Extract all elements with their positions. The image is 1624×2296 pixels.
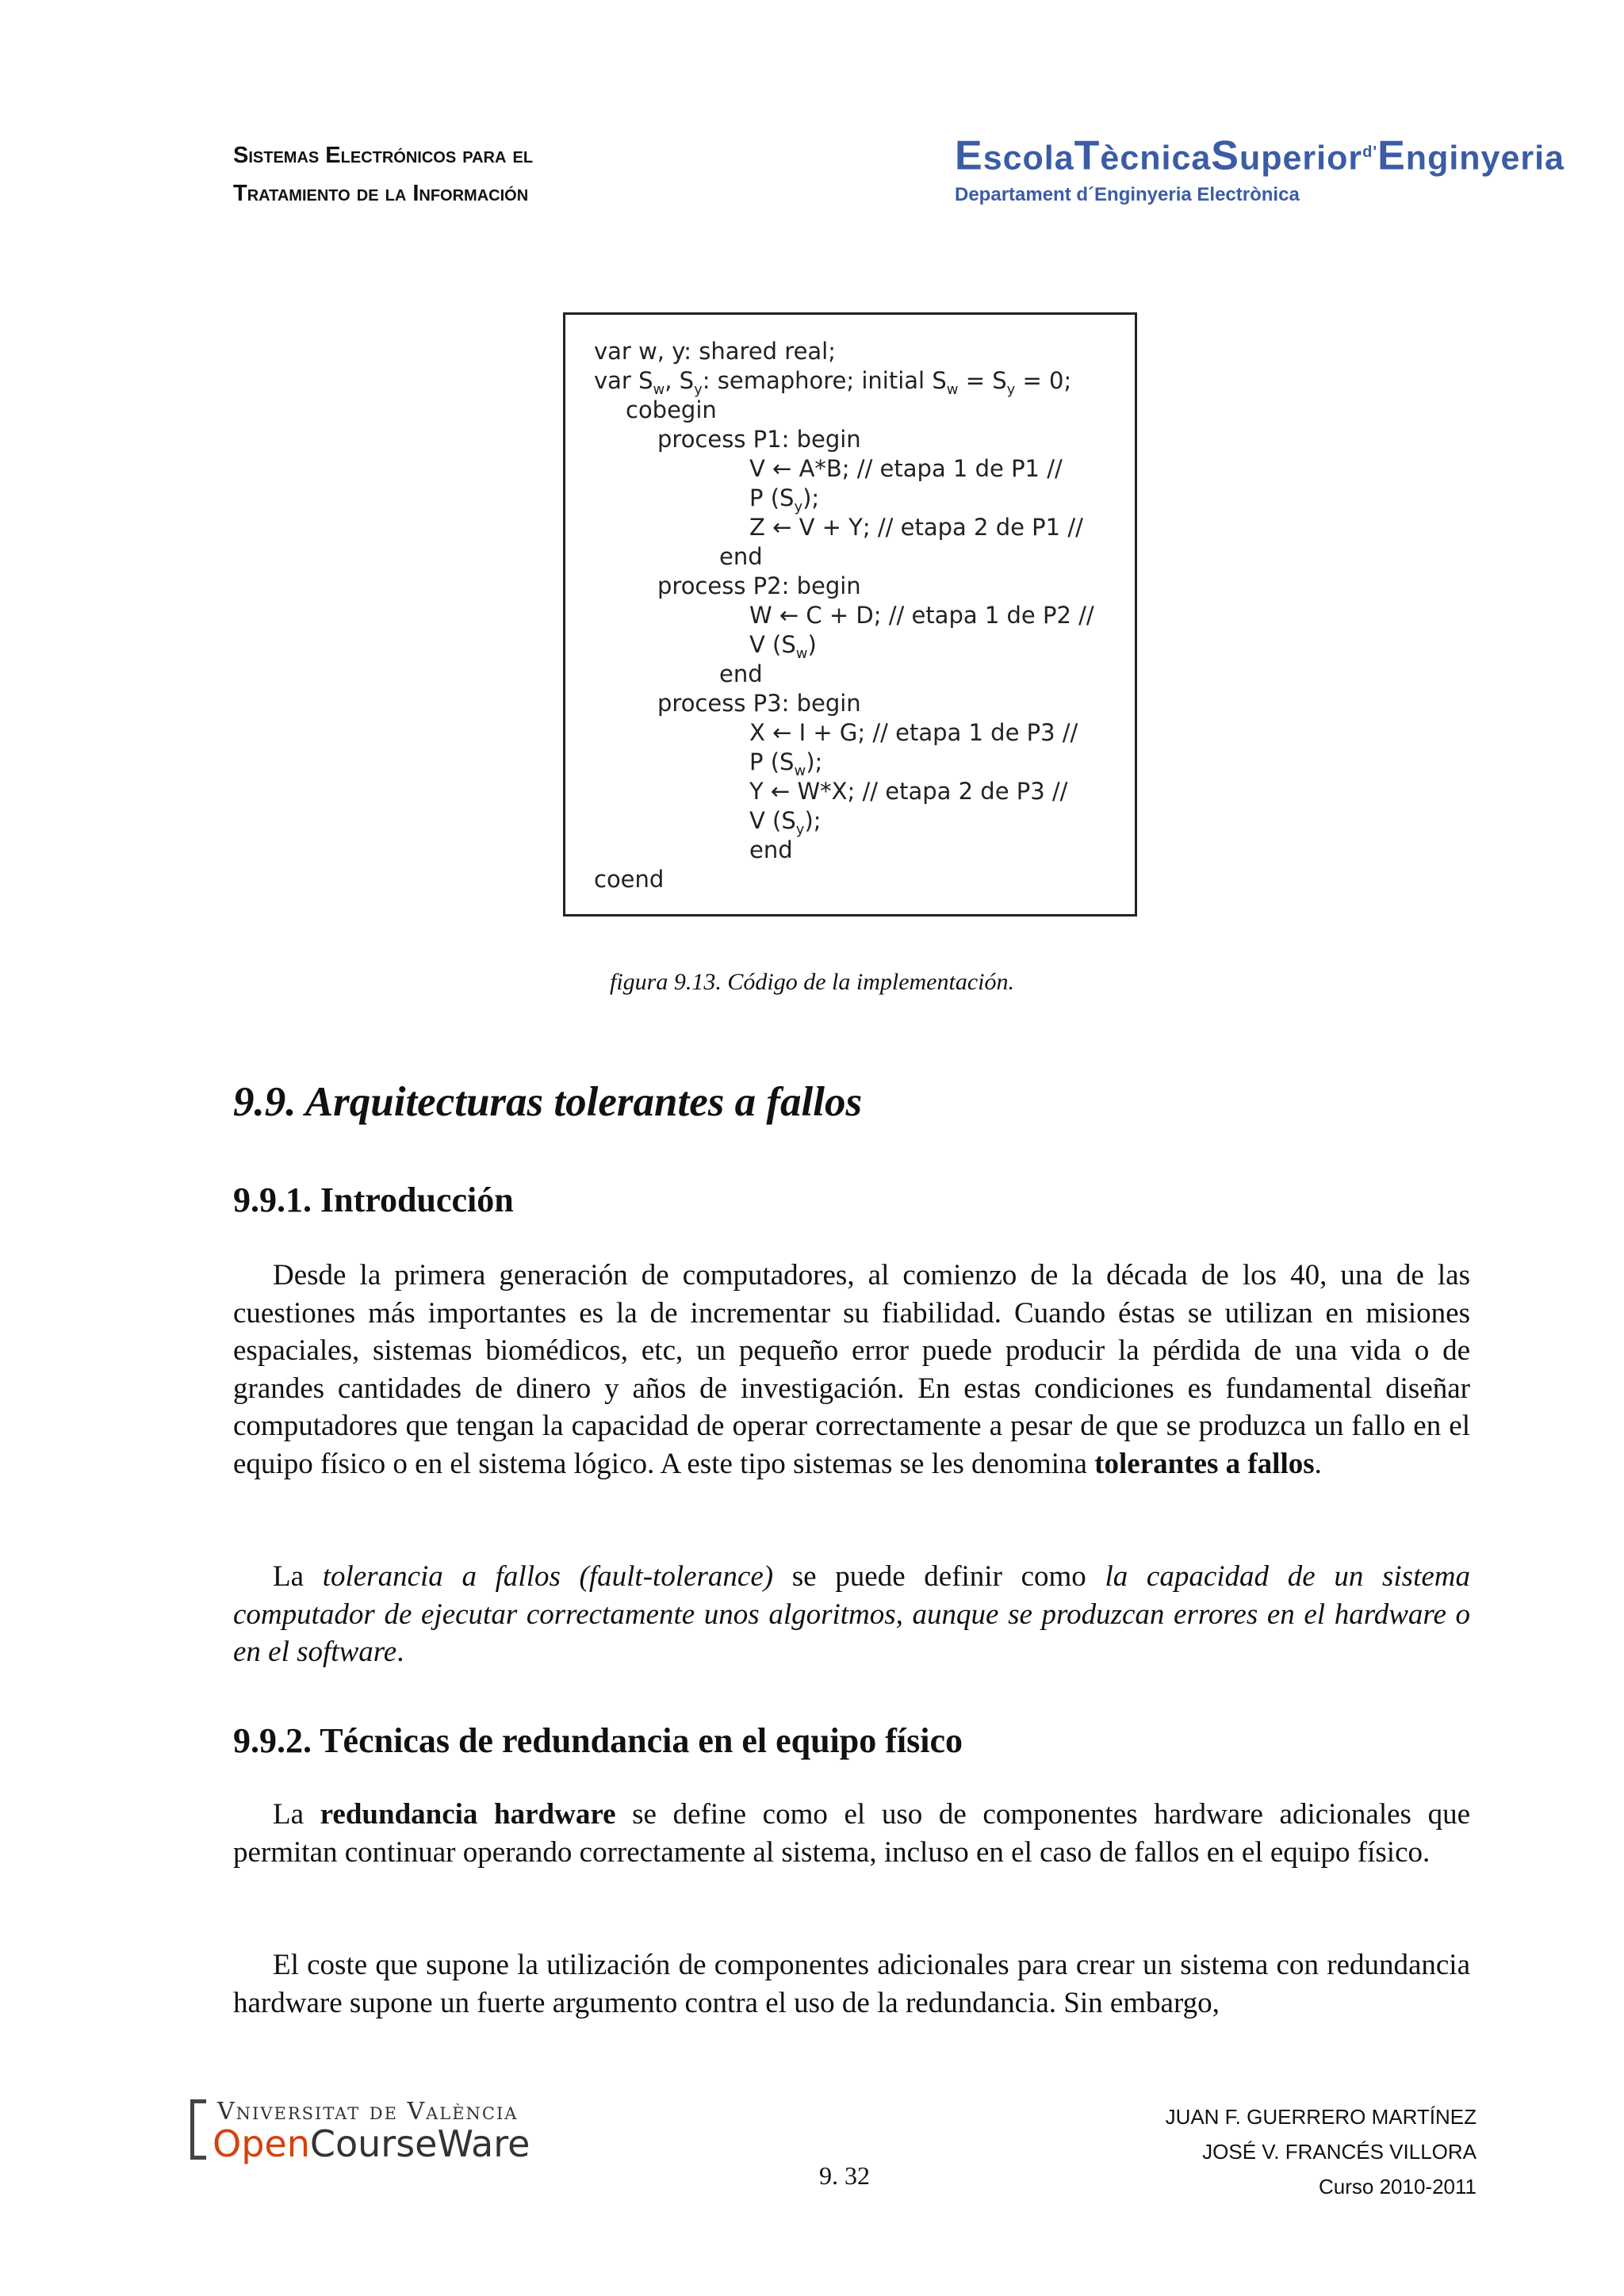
code-line: var w, y: shared real;: [594, 338, 837, 365]
university-logo: [190, 2098, 555, 2164]
header-title-line1: Sistemas Electrónicos para el: [233, 143, 534, 168]
bold-term-tolerantes: tolerantes a fallos: [1094, 1447, 1315, 1480]
university-name: Vniversitat de València: [217, 2098, 519, 2126]
figure-caption: figura 9.13. Código de la implementación.: [610, 969, 1014, 995]
code-line: var $S_w$, $S_y$: semaphore; initial $S_w = S_y = 0$;: [594, 367, 1072, 398]
subsection-title-intro: 9.9.1. Introducción: [233, 1181, 514, 1219]
paragraph-definition: La tolerancia a fallos (fault-tolerance) se puede definir como la capacidad de un sistema computador de ejecutar correctamente unos algoritmos, aunque se produzcan errores en el hardware o en el software.: [233, 1560, 1470, 1668]
code-line: P $(S_y)$;: [749, 484, 820, 515]
paragraph-redundancy: La redundancia hardware se define como el uso de componentes hardware adicionales que permitan continuar operando correctamente al sistema, incluso en el caso de fallos en el equipo físico.: [233, 1798, 1470, 1869]
code-line: P $(S_w)$;: [749, 748, 823, 779]
code-line: V $(S_y)$;: [749, 807, 822, 838]
code-line: process P2: begin: [657, 572, 861, 599]
school-name: EscolaTècnicaSuperior$^{d'}$Enginyeria: [955, 132, 1565, 179]
opencourseware-wordmark: OpenCourseWare: [213, 2122, 530, 2165]
code-line: Y ← W*X; // etapa 2 de P3 //: [749, 778, 1068, 805]
paragraph-intro: Desde la primera generación de computadores, al comienzo de la década de los 40, una de las cuestiones más importantes es la de incrementar su fiabilidad. Cuando éstas se utilizan en misiones espaciales, sistemas biomédicos, etc, un pequeño error puede producir la pérdida de una vida o de grandes cantidades de dinero y años de investigación. En estas condiciones es fundamental diseñar computadores que tengan la capacidad de operar correctamente a pesar de que se produzca un fallo en el equipo físico o en el sistema lógico. A este tipo sistemas se les denomina tolerantes a fallos.: [233, 1259, 1470, 1480]
bold-term-redundancia: redundancia hardware: [320, 1798, 616, 1831]
code-line: V $(S_w)$: [749, 631, 817, 662]
code-line: X ← I + G; // etapa 1 de P3 //: [749, 719, 1078, 746]
code-line: coend: [594, 866, 665, 893]
header-title-line2: Tratamiento de la Información: [233, 181, 529, 206]
code-line: W ← C + D; // etapa 1 de P2 //: [749, 602, 1094, 629]
code-line: process P1: begin: [657, 426, 861, 453]
course-year: Curso 2010-2011: [1319, 2175, 1477, 2198]
code-line: V ← A*B; // etapa 1 de P1 //: [749, 455, 1063, 482]
code-line: Z ← V + Y; // etapa 2 de P1 //: [749, 514, 1083, 541]
document-header-title: [233, 136, 788, 212]
logo-bracket-icon: [190, 2099, 206, 2160]
code-line: process P3: begin: [657, 690, 861, 717]
code-line: cobegin: [626, 396, 717, 423]
page-number: 9. 32: [819, 2161, 870, 2190]
section-title: 9.9. Arquitecturas tolerantes a fallos: [233, 1079, 863, 1125]
subsection-title-redundancy: 9.9.2. Técnicas de redundancia en el equipo físico: [233, 1721, 963, 1760]
code-line: end: [719, 543, 763, 570]
code-line: end: [749, 836, 793, 863]
code-figure: [563, 312, 1137, 916]
department-name: Departament d´Enginyeria Electrònica: [955, 184, 1300, 206]
authors-block: [1166, 2099, 1477, 2204]
code-line: end: [719, 660, 763, 687]
school-logo: [955, 130, 1565, 209]
author-1: JUAN F. GUERRERO MARTÍNEZ: [1165, 2105, 1477, 2129]
paragraph-cost: El coste que supone la utilización de componentes adicionales para crear un sistema con redundancia hardware supone un fuerte argumento contra el uso de la redundancia. Sin embargo,: [233, 1949, 1470, 2019]
author-2: JOSÉ V. FRANCÉS VILLORA: [1202, 2140, 1477, 2164]
